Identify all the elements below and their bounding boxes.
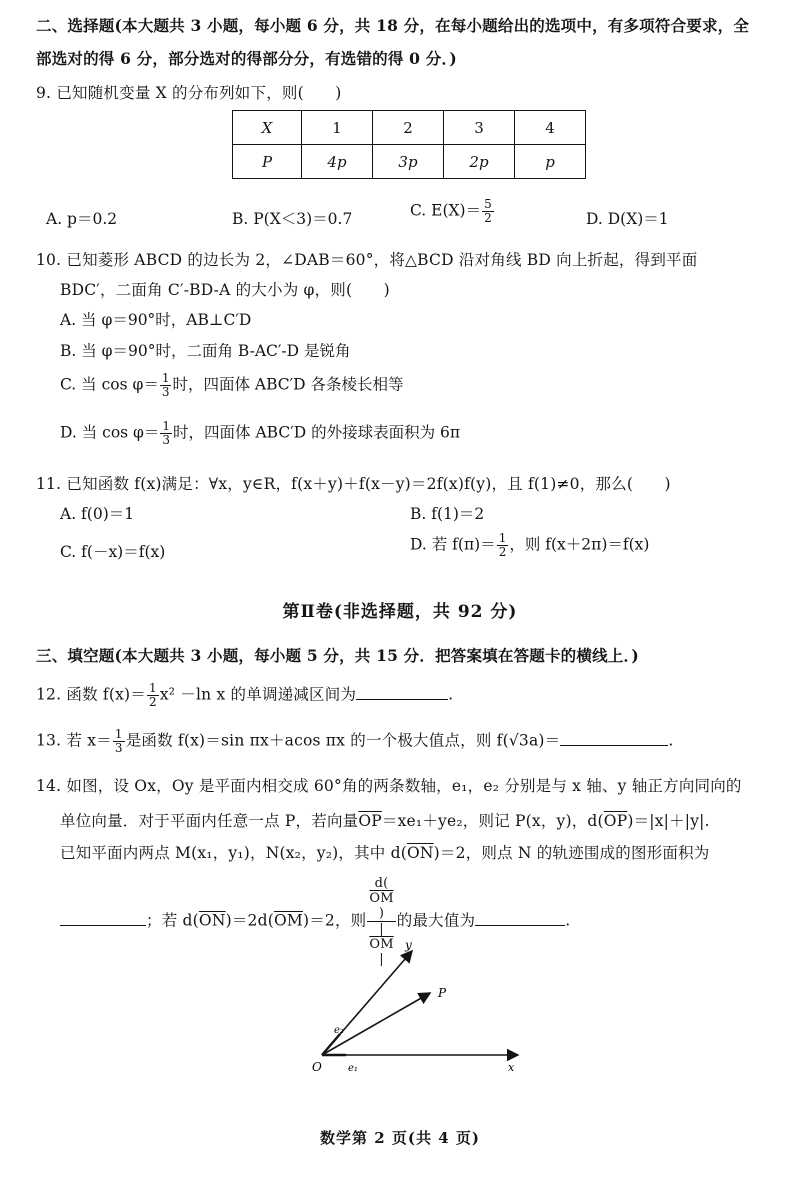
q10-option-c-pre: C. 当 cos φ＝ <box>60 375 159 394</box>
fraction <box>113 728 125 755</box>
fraction-denominator: 3 <box>161 385 170 399</box>
q14-line2-pre: 单位向量．对于平面内任意一点 P，若向量 <box>60 812 359 830</box>
fraction <box>160 372 172 399</box>
label-e1: e₁ <box>348 1063 358 1074</box>
table-row <box>233 145 586 179</box>
q10-option-d-post: 时，四面体 ABC′D 的外接球表面积为 6π <box>173 423 461 442</box>
label-y: y <box>405 938 412 952</box>
vector-op: $\overline{OP}$ <box>603 812 628 830</box>
q14-line4-post: 的最大值为 <box>396 911 476 930</box>
fraction-denominator: 2 <box>498 545 507 559</box>
label-p: P <box>438 986 447 1000</box>
q12 <box>36 682 453 709</box>
q10-option-a: A. 当 φ＝90°时，AB⊥C′D <box>60 311 252 329</box>
q14-answer-blank-1[interactable] <box>60 924 146 926</box>
q14-end: . <box>565 911 571 930</box>
page-footer: 数学第 2 页(共 4 页) <box>320 1129 480 1147</box>
q10-option-c-post: 时，四面体 ABC′D 各条棱长相等 <box>172 375 404 394</box>
fraction <box>482 198 494 225</box>
e2-vector <box>322 1034 340 1055</box>
q11-option-d-post: ，则 f(x＋2π)＝f(x) <box>509 535 650 554</box>
q13-pre: 13. 若 x＝ <box>36 731 112 750</box>
fraction-numerator <box>367 876 395 922</box>
q10-option-d-pre: D. 当 cos φ＝ <box>60 423 160 442</box>
table-row <box>233 111 586 145</box>
part2-title: 第Ⅱ卷(非选择题，共 92 分) <box>282 602 518 622</box>
vector-op: $\overline{OP}$ <box>358 812 382 830</box>
q14-line2-post: )＝|x|＋|y|. <box>627 812 710 830</box>
q14-line4-mid3: )＝2，则 <box>302 911 367 930</box>
frac-num-post: ) <box>378 906 385 921</box>
frac-den-pre: | <box>379 922 384 937</box>
q9-distribution-table <box>232 110 586 179</box>
q11-option-d-pre: D. 若 f(π)＝ <box>410 535 496 554</box>
q14-line3-post: )＝2，则点 N 的轨迹围成的图形面积为 <box>433 844 710 862</box>
q14-line1: 14. 如图，设 Ox，Oy 是平面内相交成 60°角的两条数轴，e₁，e₂ 分别是与 x 轴、y 轴正方向同向的 <box>36 777 742 795</box>
q9-option-c <box>410 198 495 225</box>
table-cell: 4 <box>515 111 586 145</box>
vector-om: $\overline{OM}$ <box>273 911 303 930</box>
vector-om: $\overline{OM}$ <box>369 891 394 906</box>
q12-post: x² －ln x 的单调递减区间为 <box>159 685 357 704</box>
q10-option-c <box>60 372 404 399</box>
frac-num-pre: d( <box>374 876 389 891</box>
q13-post: 是函数 f(x)＝sin πx＋acos πx 的一个极大值点，则 f(√3a)＝ <box>125 731 561 750</box>
fraction-numerator: 1 <box>114 727 123 741</box>
q9-stem: 9. 已知随机变量 X 的分布列如下，则( ) <box>36 84 342 102</box>
fraction-denominator: 2 <box>148 695 157 709</box>
fraction-denominator: 3 <box>162 433 171 447</box>
q10-option-d <box>60 420 460 447</box>
q12-answer-blank[interactable] <box>356 698 448 700</box>
q11-option-c: C. f(－x)＝f(x) <box>60 543 166 561</box>
fraction-denominator: 3 <box>114 741 123 755</box>
q9-option-a: A. p＝0.2 <box>46 210 118 228</box>
table-cell: 4p <box>302 145 373 179</box>
section3-header-rest: (本大题共 3 小题，每小题 5 分，共 15 分．把答案填在答题卡的横线上．) <box>114 646 639 665</box>
q10-stem-line1: 10. 已知菱形 ABCD 的边长为 2，∠DAB＝60°，将△BCD 沿对角线 BD 向上折起，得到平面 <box>36 251 698 269</box>
vector-on: $\overline{ON}$ <box>198 911 226 930</box>
q14-answer-blank-2[interactable] <box>475 924 565 926</box>
fraction-numerator: 1 <box>162 419 171 433</box>
table-cell: 2 <box>373 111 444 145</box>
q9-option-d: D. D(X)＝1 <box>586 210 669 228</box>
section3-header <box>36 644 639 666</box>
section2-header-rest: (本大题共 3 小题，每小题 6 分，共 18 分，在每小题给出的选项中，有多项符合要求，全 <box>114 16 750 35</box>
vector-on: $\overline{ON}$ <box>407 844 434 862</box>
vector-om: $\overline{OM}$ <box>369 937 394 952</box>
q10-option-b: B. 当 φ＝90°时，二面角 B-AC′-D 是锐角 <box>60 342 351 360</box>
fraction-numerator: 1 <box>161 371 170 385</box>
q14-line4-mid1: ；若 d( <box>146 911 199 930</box>
q12-pre: 12. 函数 f(x)＝ <box>36 685 146 704</box>
table-cell: p <box>515 145 586 179</box>
q14-line2-mid: ＝xe₁＋ye₂，则记 P(x，y)，d( <box>381 812 604 830</box>
q9-option-b: B. P(X＜3)＝0.7 <box>232 210 353 228</box>
q14-line4-mid2: )＝2d( <box>225 911 274 930</box>
q13-answer-blank[interactable] <box>560 744 668 746</box>
coordinate-figure <box>300 935 540 1085</box>
q12-end: . <box>448 685 454 704</box>
q14-line3-pre: 已知平面内两点 M(x₁，y₁)，N(x₂，y₂)，其中 d( <box>60 844 407 862</box>
table-cell: X <box>233 111 302 145</box>
fraction-numerator: 5 <box>484 197 492 211</box>
section2-header-bold: 二、选择题 <box>36 16 115 35</box>
label-e2: e₂ <box>334 1025 344 1036</box>
q11-stem: 11. 已知函数 f(x)满足：∀x，y∈R，f(x＋y)＋f(x－y)＝2f(x)f(y)，且 f(1)≠0，那么( ) <box>36 475 671 493</box>
fraction-numerator: 1 <box>148 681 157 695</box>
q10-stem-line2: BDC′，二面角 C′-BD-A 的大小为 φ，则( ) <box>60 281 390 299</box>
vector-op-arrow <box>322 993 430 1055</box>
fraction-denominator: 2 <box>484 211 492 225</box>
q13-end: . <box>668 731 674 750</box>
table-cell: 1 <box>302 111 373 145</box>
table-cell: 3 <box>444 111 515 145</box>
label-o: O <box>312 1060 322 1074</box>
table-cell: 3p <box>373 145 444 179</box>
section3-header-bold: 三、填空题 <box>36 646 115 665</box>
q13 <box>36 728 674 755</box>
section2-header-line1 <box>36 14 749 36</box>
table-cell: 2p <box>444 145 515 179</box>
q14-line2 <box>60 809 710 831</box>
frac-den-post: | <box>379 952 384 967</box>
q11-option-b: B. f(1)＝2 <box>410 505 485 523</box>
q14-line3 <box>60 841 710 863</box>
section2-header-line2: 部选对的得 6 分，部分选对的得部分分，有选错的得 0 分．) <box>36 49 457 68</box>
fraction <box>147 682 159 709</box>
fraction-numerator: 1 <box>498 531 507 545</box>
table-cell: P <box>233 145 302 179</box>
q11-option-a: A. f(0)＝1 <box>60 505 135 523</box>
q11-option-d <box>410 532 649 559</box>
label-x: x <box>508 1061 515 1074</box>
fraction <box>160 420 172 447</box>
q9-option-c-text: C. E(X)＝ <box>410 201 482 220</box>
fraction <box>497 532 509 559</box>
